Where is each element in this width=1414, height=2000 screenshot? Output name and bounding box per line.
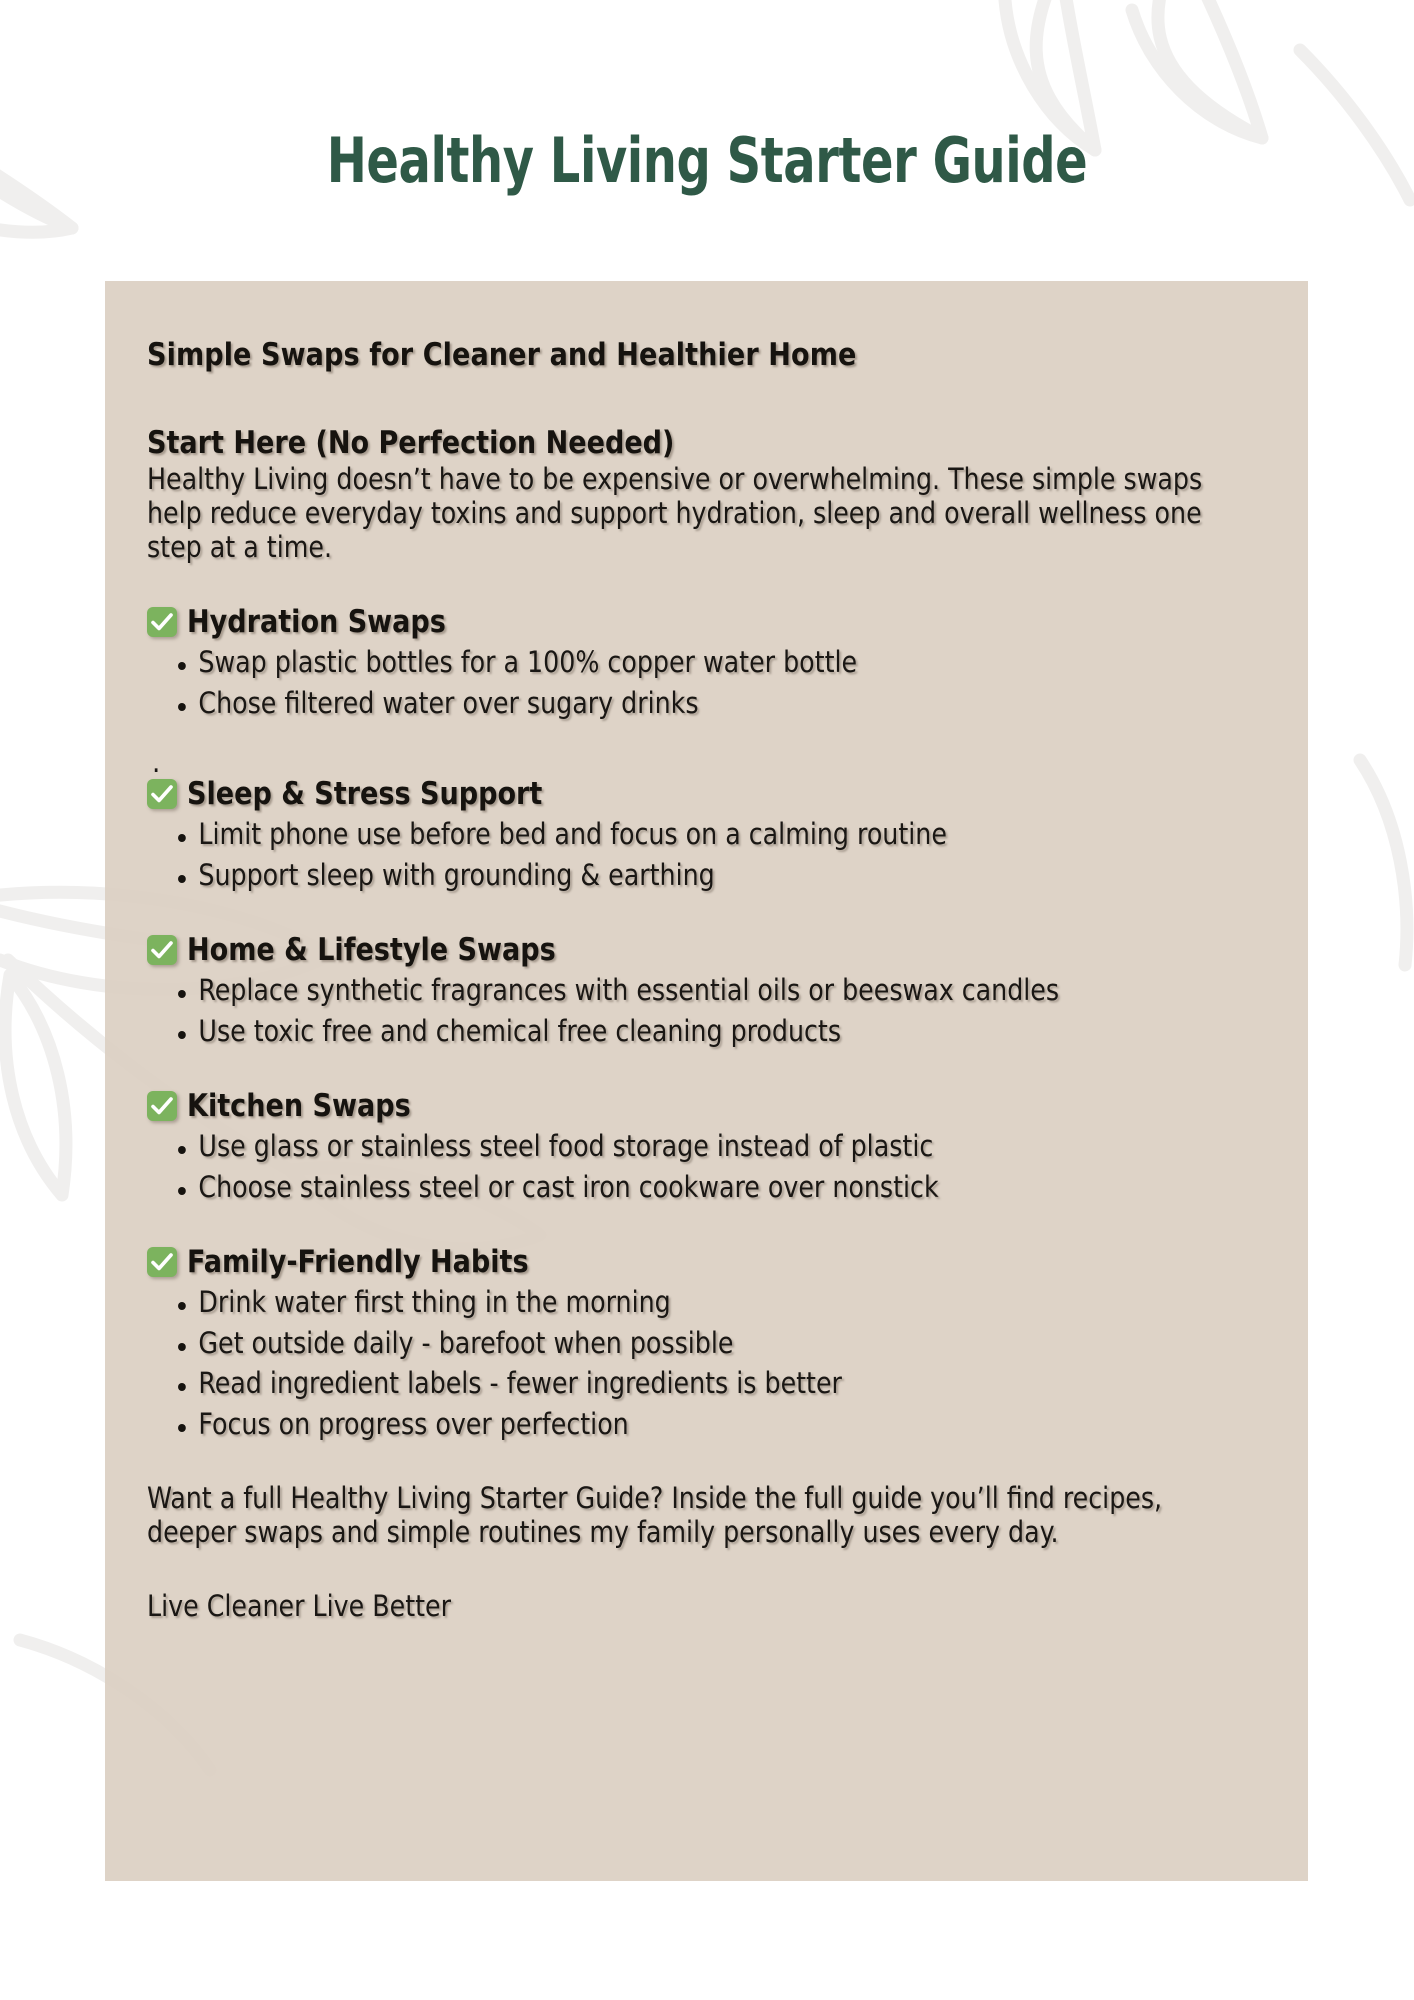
section-heading-kitchen-swaps — [147, 1089, 1264, 1123]
spacer — [147, 1049, 1264, 1089]
list-item: Use toxic free and chemical free cleaning products — [147, 1015, 1230, 1049]
list-item: Replace synthetic fragrances with essential oils or beeswax candles — [147, 974, 1230, 1008]
white-check-mark-icon — [147, 935, 177, 965]
section-title: Hydration Swaps — [187, 603, 446, 640]
spacer — [147, 565, 1264, 605]
spacer — [147, 1205, 1264, 1245]
intro-heading: Start Here (No Perfection Needed) — [147, 425, 675, 461]
intro-paragraph: Healthy Living doesn’t have to be expensive or overwhelming. These simple swaps help reduce everyday toxins and support hydration, sleep and overall wellness one step at a time. — [147, 462, 1203, 564]
section-list-kitchen-swaps — [147, 1130, 1264, 1205]
white-check-mark-icon — [147, 1091, 177, 1121]
list-item: Use glass or stainless steel food storage instead of plastic — [147, 1130, 1230, 1164]
section-title: Sleep & Stress Support — [187, 775, 543, 812]
section-list-hydration-swaps — [147, 646, 1264, 721]
list-item: Get outside daily - barefoot when possible — [147, 1327, 1230, 1361]
list-item: Drink water first thing in the morning — [147, 1286, 1230, 1320]
section-heading-home-lifestyle-swaps — [147, 933, 1264, 967]
section-title: Family-Friendly Habits — [187, 1243, 529, 1280]
closing-paragraph: Want a full Healthy Living Starter Guide? Inside the full guide you’ll find recipes, deeper swaps and simple routines my family personally uses every day. — [147, 1481, 1163, 1550]
list-item: Read ingredient labels - fewer ingredients is better — [147, 1367, 1230, 1401]
section-heading-sleep-stress-support — [147, 777, 1264, 811]
list-item: Focus on progress over perfection — [147, 1408, 1230, 1442]
list-item: Swap plastic bottles for a 100% copper water bottle — [147, 646, 1230, 680]
list-item: Chose filtered water over sugary drinks — [147, 687, 1230, 721]
spacer — [147, 721, 1264, 747]
spacer — [147, 893, 1264, 933]
section-list-home-lifestyle-swaps — [147, 974, 1264, 1049]
section-title: Home & Lifestyle Swaps — [187, 931, 556, 968]
white-check-mark-icon — [147, 1247, 177, 1277]
section-heading-hydration-swaps — [147, 605, 1264, 639]
page-title: Healthy Living Starter Guide — [326, 124, 1088, 197]
section-list-sleep-stress-support — [147, 818, 1264, 893]
content-card — [105, 281, 1308, 1881]
card-inner — [105, 337, 1308, 1624]
card-heading: Simple Swaps for Cleaner and Healthier Home — [147, 337, 857, 373]
list-item: Choose stainless steel or cast iron cookware over nonstick — [147, 1171, 1230, 1205]
white-check-mark-icon — [147, 779, 177, 809]
spacer — [147, 1550, 1264, 1590]
section-list-family-friendly-habits — [147, 1286, 1264, 1443]
list-item: Limit phone use before bed and focus on a calming routine — [147, 818, 1230, 852]
section-heading-family-friendly-habits — [147, 1245, 1264, 1279]
list-item: Support sleep with grounding & earthing — [147, 859, 1230, 893]
spacer — [147, 1442, 1264, 1482]
tagline: Live Cleaner Live Better — [147, 1589, 452, 1624]
white-check-mark-icon — [147, 607, 177, 637]
section-title: Kitchen Swaps — [187, 1087, 411, 1124]
stray-period: . — [152, 744, 161, 779]
